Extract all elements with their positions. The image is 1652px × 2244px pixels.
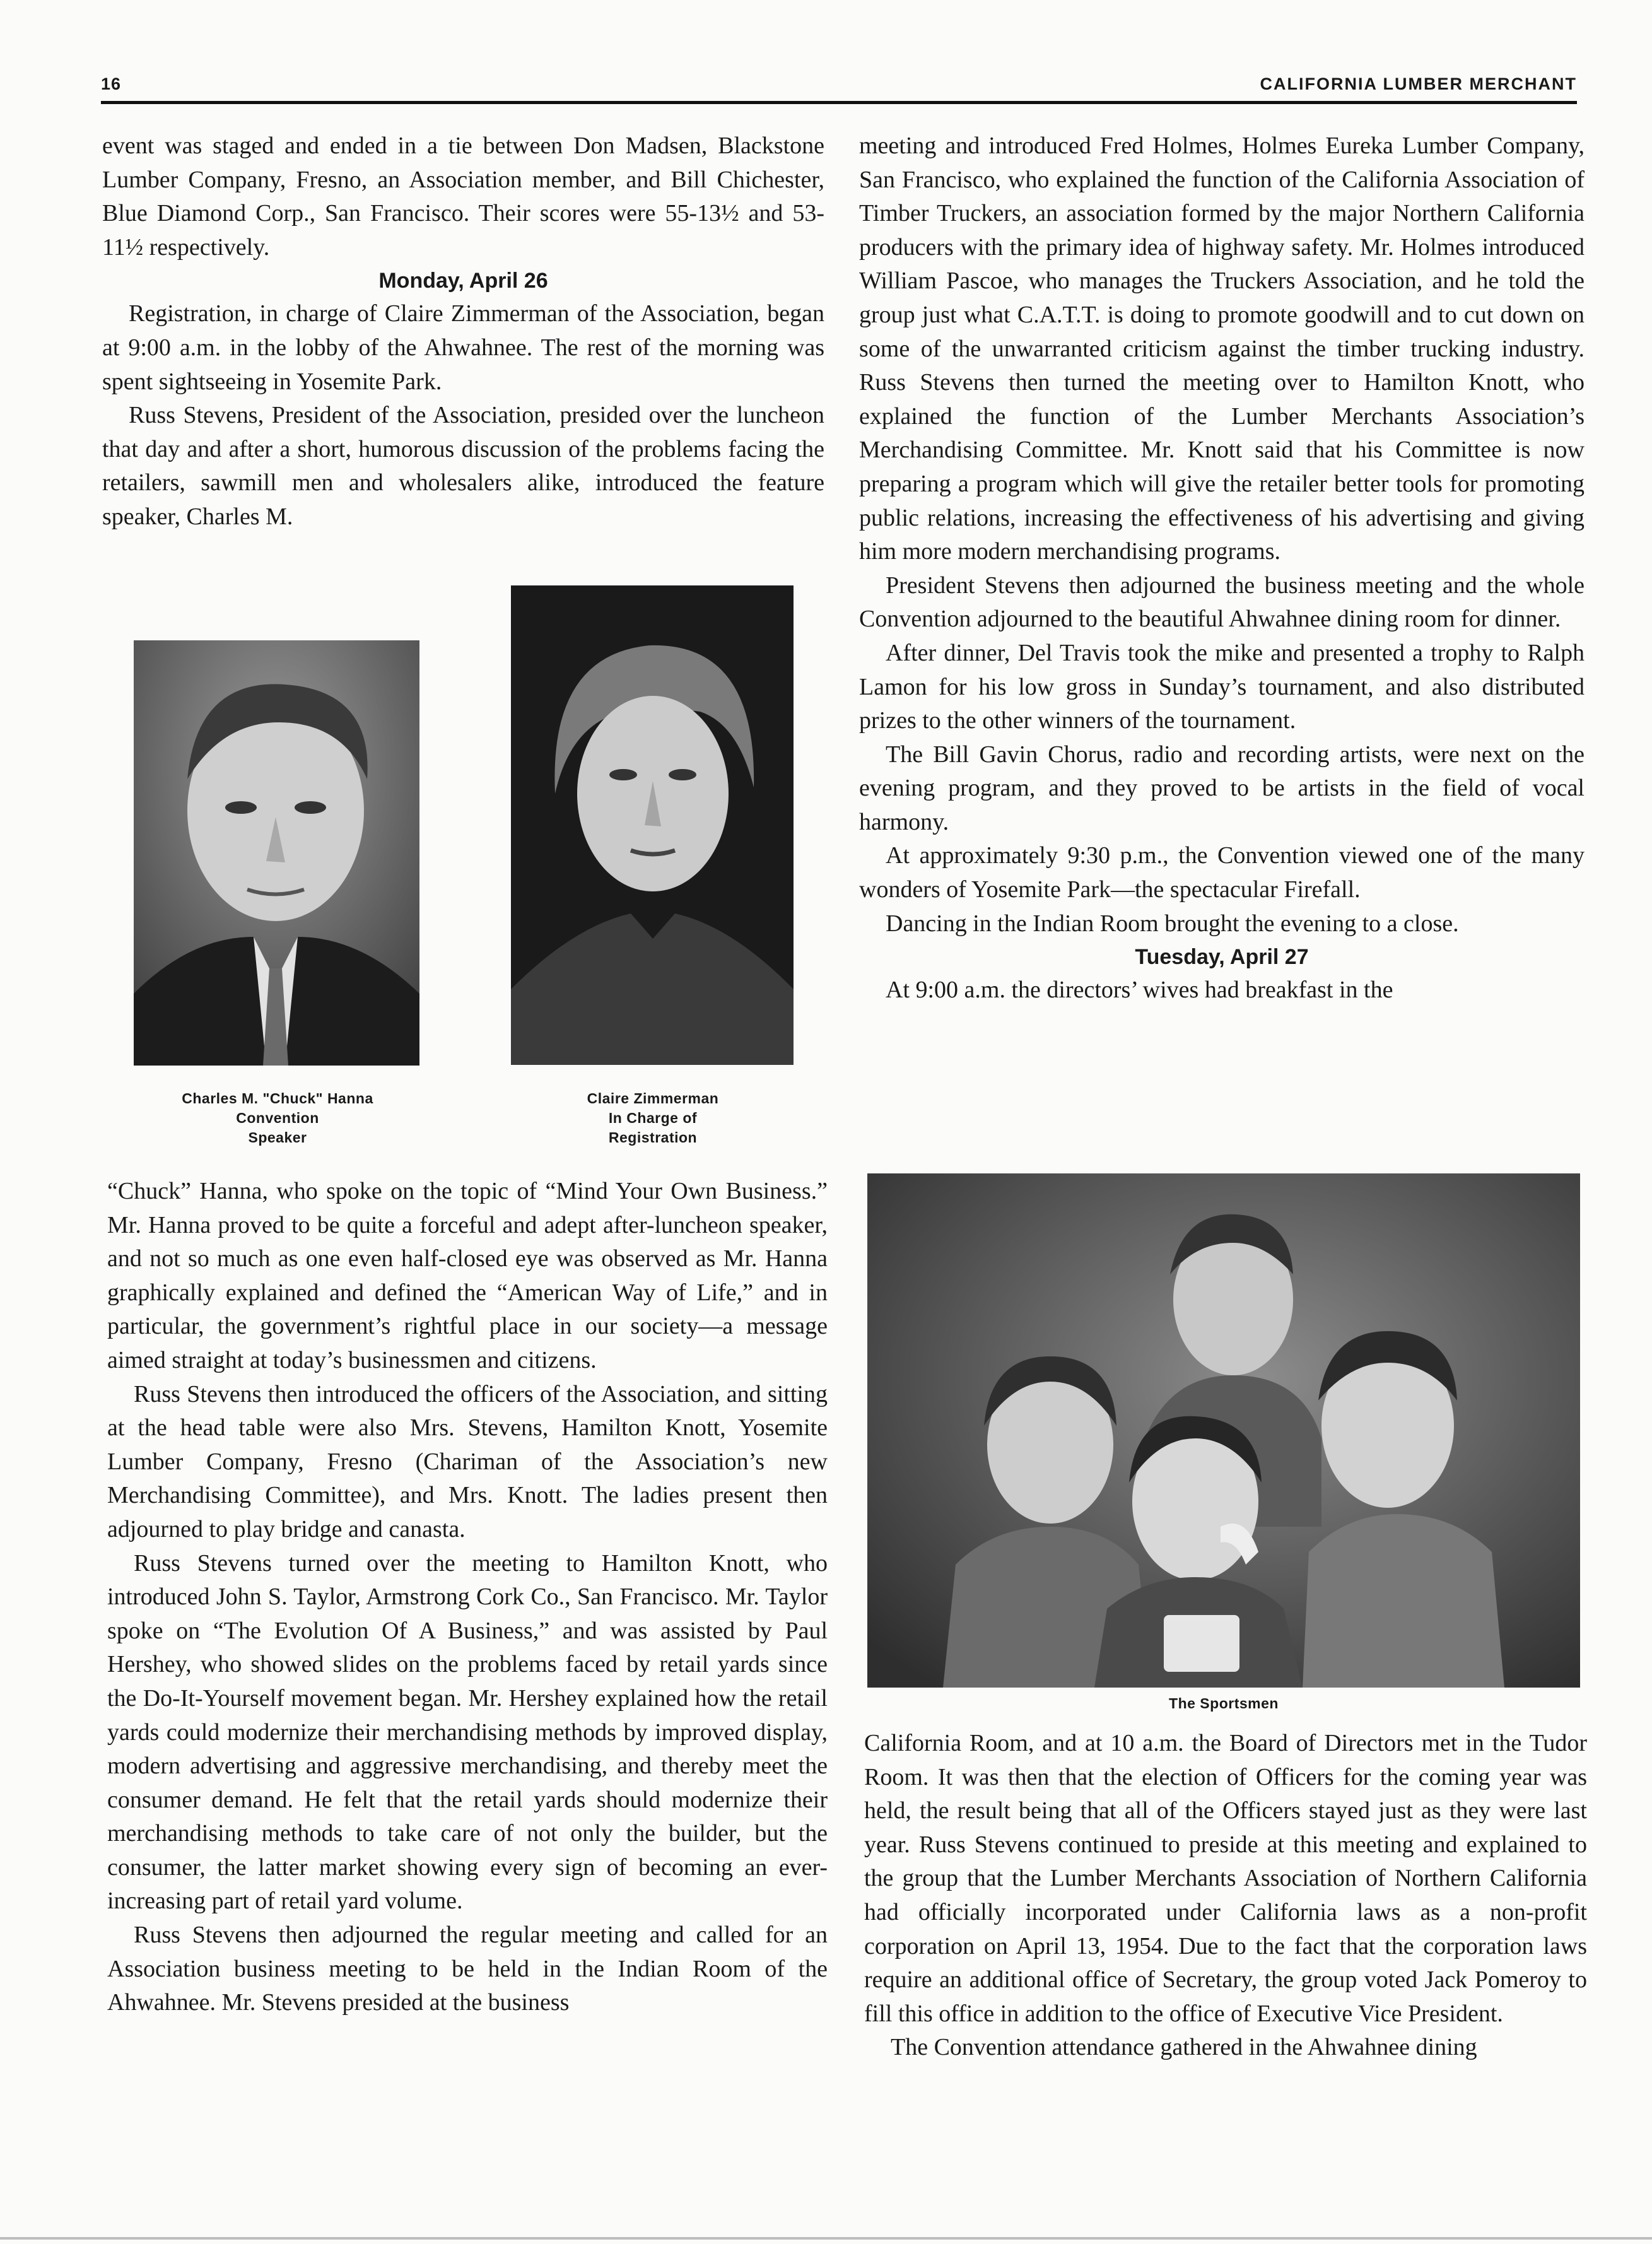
photo-charles-hanna bbox=[134, 640, 419, 1066]
right-column-top bbox=[859, 129, 1585, 1007]
caption-zimmerman bbox=[498, 1089, 807, 1148]
paragraph: At approximately 9:30 p.m., the Convention viewed one of the many wonders of Yosemite Park—the spectacular Firefall. bbox=[859, 842, 1585, 903]
caption-line: Convention bbox=[236, 1110, 319, 1126]
portrait-woman-image bbox=[511, 585, 794, 1065]
header-rule bbox=[101, 101, 1577, 104]
caption-line: Claire Zimmerman bbox=[587, 1090, 719, 1107]
caption-line: Registration bbox=[608, 1129, 698, 1146]
paragraph: Russ Stevens then adjourned the regular meeting and called for an Association business meeting to be held in the Indian Room of the Ahwahnee. Mr. Stevens presided at the business bbox=[107, 1922, 828, 2016]
left-column-bottom bbox=[107, 1175, 828, 2020]
publication-title: CALIFORNIA LUMBER MERCHANT bbox=[1260, 74, 1577, 93]
section-heading-monday: Monday, April 26 bbox=[378, 269, 548, 293]
paragraph: Russ Stevens then introduced the officers of the Association, and sitting at the head table were also Mrs. Stevens, Hamilton Knott, Yosemite Lumber Company, Fresno (Chariman of the Association’s new Merchandising Committee), and Mrs. Knott. The ladies present then adjourned to play bridge and canasta. bbox=[107, 1380, 828, 1542]
paragraph: Russ Stevens turned over the meeting to Hamilton Knott, who introduced John S. Taylor, Armstrong Cork Co., San Francisco. Mr. Taylor spoke on “The Evolution Of A Business,” and was assisted by Paul Hershey, who showed slides on the problems faced by retail yards since the Do-It-Yourself movement began. Mr. Hershey explained how the retail yards could modernize their merchandising methods by improved display, modern advertising and aggressive merchandising, and thereby meet the consumer demand. He felt that the retail yards should modernize their merchandising methods to take care of not only the builder, but the consumer, the latter market showing every sign of becoming an ever-increasing part of retail yard volume. bbox=[107, 1549, 828, 1915]
photo-the-sportsmen bbox=[867, 1173, 1580, 1688]
paragraph: President Stevens then adjourned the business meeting and the whole Convention adjourned to the beautiful Ahwahnee dining room for dinner. bbox=[859, 572, 1585, 633]
paragraph: Dancing in the Indian Room brought the evening to a close. bbox=[886, 910, 1459, 937]
portrait-man-image bbox=[134, 640, 419, 1066]
paragraph: event was staged and ended in a tie between Don Madsen, Blackstone Lumber Company, Fresno, an Association member, and Bill Chichester, Blue Diamond Corp., San Francisco. Their scores were 55-13½ and 53-11½ respectively. bbox=[102, 132, 824, 261]
left-column-top bbox=[102, 129, 824, 534]
paragraph: “Chuck” Hanna, who spoke on the topic of “Mind Your Own Business.” Mr. Hanna proved to be quite a forceful and adept after-luncheon speaker, and not so much as one even half-closed eye was observed as Mr. Hanna graphically explained and defined the “American Way of Life,” and in particular, the government’s rightful place in our society—a message aimed straight at today’s businessmen and citizens. bbox=[107, 1178, 828, 1373]
paragraph: The Convention attendance gathered in the Ahwahnee dining bbox=[891, 2034, 1477, 2061]
paragraph: After dinner, Del Travis took the mike and presented a trophy to Ralph Lamon for his low gross in Sunday’s tournament, and also distributed prizes to the other winners of the tournament. bbox=[859, 639, 1585, 734]
caption-line: Speaker bbox=[248, 1129, 307, 1146]
photo-claire-zimmerman bbox=[511, 585, 794, 1065]
paragraph: Russ Stevens, President of the Association, presided over the luncheon that day and after a short, humorous discussion of the problems facing the retailers, sawmill men and wholesalers alike, introduced the feature speaker, Charles M. bbox=[102, 402, 824, 530]
section-heading-tuesday: Tuesday, April 27 bbox=[1135, 945, 1309, 970]
paragraph: California Room, and at 10 a.m. the Board of Directors met in the Tudor Room. It was then that the election of Officers for the coming year was held, the result being that all of the Officers stayed just as they were last year. Russ Stevens continued to preside at this meeting and explained to the group that the Lumber Merchants Association of Northern California had officially incorporated under California laws as a non-profit corporation on April 13, 1954. Due to the fact that the corporation laws require an additional office of Secretary, the group voted Jack Pomeroy to fill this office in addition to the office of Executive Vice President. bbox=[864, 1730, 1587, 2027]
page-edge-line bbox=[0, 2237, 1652, 2240]
caption-sportsmen: The Sportsmen bbox=[1169, 1695, 1279, 1712]
paragraph: At 9:00 a.m. the directors’ wives had breakfast in the bbox=[886, 977, 1393, 1004]
caption-line: In Charge of bbox=[608, 1110, 698, 1126]
paragraph: Registration, in charge of Claire Zimmerman of the Association, began at 9:00 a.m. in the lobby of the Ahwahnee. The rest of the morning was spent sightseeing in Yosemite Park. bbox=[102, 300, 824, 395]
page-number: 16 bbox=[101, 74, 122, 93]
group-photo-image bbox=[867, 1173, 1580, 1688]
caption-line: Charles M. "Chuck" Hanna bbox=[182, 1090, 373, 1107]
right-column-bottom bbox=[864, 1727, 1587, 2065]
paragraph: The Bill Gavin Chorus, radio and recording artists, were next on the evening program, and they proved to be artists in the field of vocal harmony. bbox=[859, 741, 1585, 835]
paragraph: meeting and introduced Fred Holmes, Holmes Eureka Lumber Company, San Francisco, who explained the function of the California Association of Timber Truckers, an association formed by the major Northern California producers with the primary idea of highway safety. Mr. Holmes introduced William Pascoe, who manages the Truckers Association, and he told the group just what C.A.T.T. is doing to promote goodwill and to cut down on some of the unwarranted criticism against the timber trucking industry. Russ Stevens then turned the meeting over to Hamilton Knott, who explained the function of the Lumber Merchants Association’s Merchandising Committee. Mr. Knott said that his Committee is now preparing a program which will give the retailer better tools for promoting public relations, increasing the effectiveness of his advertising and giving him more modern merchandising programs. bbox=[859, 132, 1585, 565]
caption-hanna bbox=[123, 1089, 432, 1148]
